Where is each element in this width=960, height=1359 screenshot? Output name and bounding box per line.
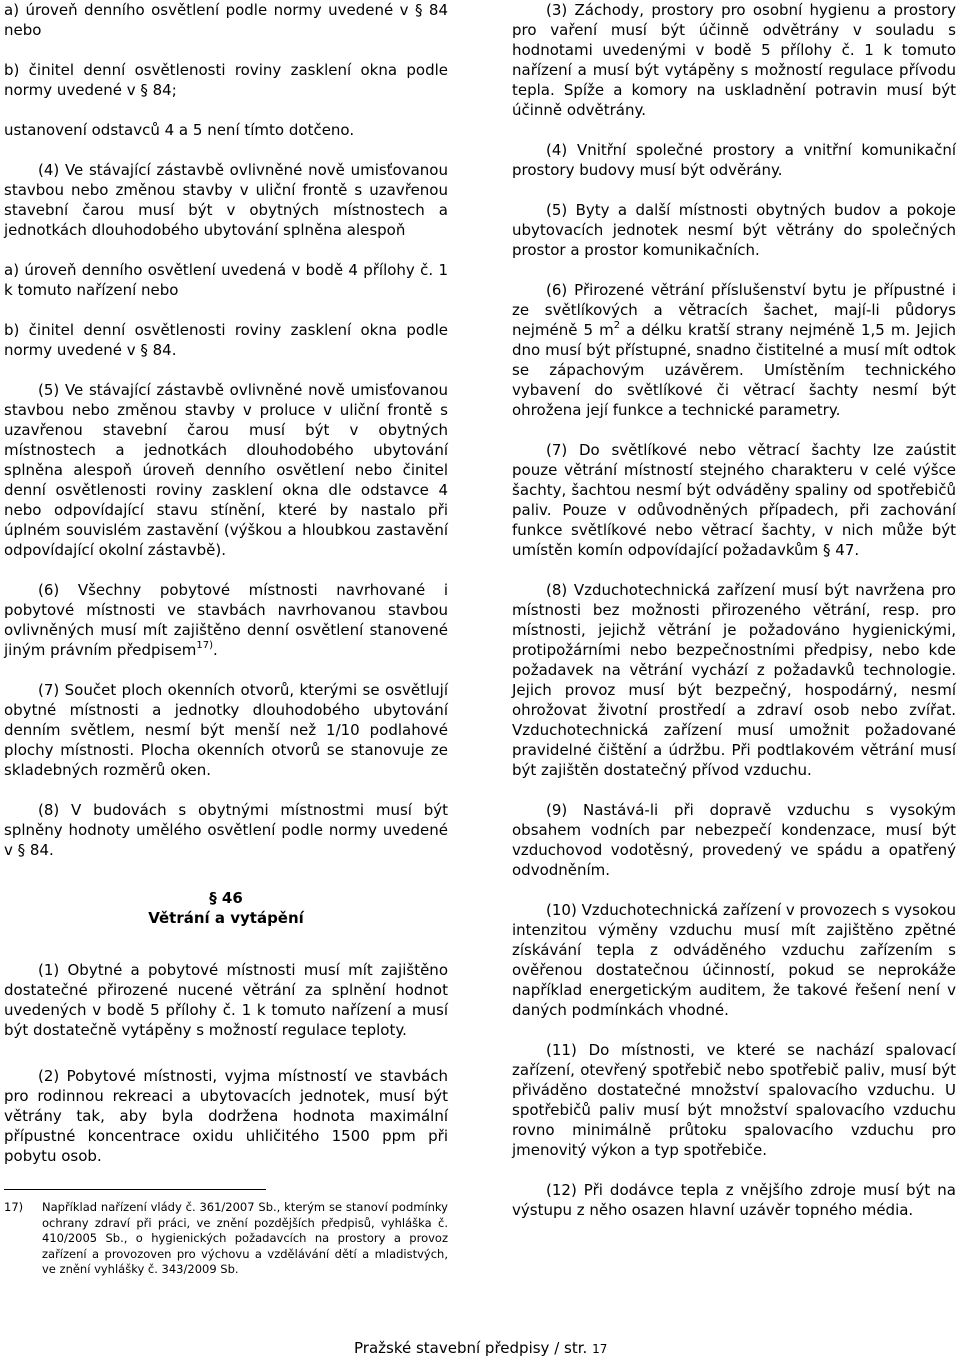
footnote [4, 1200, 448, 1278]
paragraph-text: (6) Všechny pobytové místnosti navrhované i pobytové místnosti ve stavbách navrhovanou stavbou ovlivněných musí mít zajištěno denní osvětlení stanovené jiným právním předpisem [4, 581, 448, 659]
paragraph: (4) Vnitřní společné prostory a vnitřní komunikační prostory budovy musí být odvěrány. [512, 141, 956, 179]
paragraph-text: (6) Přirozené větrání příslušenství bytu je přípustné i ze světlíkových a větracích šachet, mají-li půdorys nejméně 5 m [512, 281, 956, 339]
paragraph: (5) Ve stávající zástavbě ovlivněné nově umisťovanou stavbou nebo změnou stavby v proluce v uliční frontě s uzavřenou stavební čarou musí být v obytných místnostech a jednotkách dlouhodobého ubytování splněna alespoň úroveň denního osvětlení nebo činitel denní osvětlenosti roviny zasklení okna dle odstavce 4 nebo odpovídající stavu stínění, které by nastalo při úplném souvislém zastavění (výškou a hloubkou zastavění odpovídající okolní zástavbě). [4, 381, 448, 559]
paragraph: (7) Do světlíkové nebo větrací šachty lze zaústit pouze větrání místností stejného charakteru v celé výšce šachty, šachtou nesmí být odváděny spaliny od spotřebičů paliv. Pouze v odůvodněných případech, při zachování funkce světlíkové nebo větrací šachty, v nich může být umístěn komín odpovídající požadavkům § 47. [512, 441, 956, 559]
footnote-mark: 17) [4, 1200, 24, 1214]
paragraph: (11) Do místnosti, ve které se nachází spalovací zařízení, otevřený spotřebič nebo spotřebič paliv, musí být přiváděno dostatečné množství spalovacího vzduchu. U spotřebičů paliv musí být množství spalovacího vzduchu rovno minimálně průtoku spalovacího vzduchu pro jmenovitý výkon a typ spotřebiče. [512, 1041, 956, 1159]
page-number: 17 [592, 1342, 608, 1356]
footnote-separator [4, 1189, 266, 1190]
footnote-ref: 17) [196, 640, 214, 651]
paragraph [4, 580, 448, 660]
paragraph-text: a délku kratší strany nejméně 1,5 m. Jejich dno musí být přístupné, snadno čistitelné a musí mít odtok se zápachovým uzávěrem. Umístěním technického vybavení do světlíkové či větrací šachty nesmí být ohrožena její funkce a technické parametry. [512, 321, 956, 419]
section-title: Větrání a vytápění [148, 909, 304, 927]
paragraph: a) úroveň denního osvětlení podle normy uvedené v § 84 nebo [4, 1, 448, 39]
page-footer [354, 1339, 607, 1358]
paragraph: (8) Vzduchotechnická zařízení musí být navržena pro místnosti bez možnosti přirozeného větrání, resp. pro místnosti, jejichž větrání je požadováno hygienickými, protipožárními nebo bezpečnostními předpisy, nebo kde požadavek na větrání vychází z požadavků technologie. Jejich provoz musí být bezpečný, hospodárný, nesmí ohrožovat životní prostředí a zdraví osob nebo zvířat. Vzduchotechnická zařízení musí umožnit požadované pravidelné čištění a údržbu. Při podtlakovém větrání musí být zajištěn dostatečný přívod vzduchu. [512, 581, 956, 779]
paragraph: (9) Nastává-li při dopravě vzduchu s vysokým obsahem vodních par nebezpečí kondenzace, musí být vzduchovod vodotěsný, provedený ve spádu a opatřený odvodněním. [512, 801, 956, 879]
paragraph: ustanovení odstavců 4 a 5 není tímto dotčeno. [4, 121, 355, 139]
paragraph: a) úroveň denního osvětlení uvedená v bodě 4 přílohy č. 1 k tomuto nařízení nebo [4, 261, 448, 299]
left-column [4, 0, 448, 1166]
paragraph: (7) Součet ploch okenních otvorů, kterými se osvětlují obytné místnosti a jednotky dlouhodobého ubytování denním světlem, nesmí být menší než 1/10 podlahové plochy místnosti. Plocha okenních otvorů se stanovuje ze skladebných rozměrů oken. [4, 681, 448, 779]
paragraph: (10) Vzduchotechnická zařízení v provozech s vysokou intenzitou výměny vzduchu musí mít zajištěno zpětné získávání tepla z odváděného vzduchu zařízením s ověřenou dostatečnou účinností, pokud se neprokáže například energetickým auditem, že takové řešení není v daných podmínkách vhodné. [512, 901, 956, 1019]
paragraph [512, 280, 956, 420]
footnote-text: Například nařízení vlády č. 361/2007 Sb., kterým se stanoví podmínky ochrany zdraví při práci, ve znění pozdějších předpisů, vyhláška č. 410/2005 Sb., o hygienických požadavcích na prostory a provoz zařízení a provozoven pro výchovu a vzdělávání dětí a mladistvých, ve znění vyhlášky č. 343/2009 Sb. [42, 1200, 448, 1276]
right-column [512, 0, 956, 1220]
paragraph: (4) Ve stávající zástavbě ovlivněné nově umisťovanou stavbou nebo změnou stavby v uliční frontě s uzavřenou stavební čarou musí být v obytných místnostech a jednotkách dlouhodobého ubytování splněna alespoň [4, 161, 448, 239]
footer-text: Pražské stavební předpisy / str. [354, 1339, 588, 1357]
superscript: 2 [613, 320, 621, 331]
paragraph: b) činitel denní osvětlenosti roviny zasklení okna podle normy uvedené v § 84. [4, 321, 448, 359]
paragraph-end: . [213, 641, 218, 659]
paragraph: b) činitel denní osvětlenosti roviny zasklení okna podle normy uvedené v § 84; [4, 61, 448, 99]
paragraph: (1) Obytné a pobytové místnosti musí mít zajištěno dostatečné přirozené nucené větrání za splnění hodnot uvedených v bodě 5 přílohy č. 1 k tomuto nařízení a musí být dostatečně vytápěny s možností regulace teploty. [4, 961, 448, 1039]
paragraph: (8) V budovách s obytnými místnostmi musí být splněny hodnoty umělého osvětlení podle normy uvedené v § 84. [4, 801, 448, 859]
paragraph: (12) Při dodávce tepla z vnějšího zdroje musí být na výstupu z něho osazen hlavní uzávěr topného média. [512, 1181, 956, 1219]
paragraph: (3) Záchody, prostory pro osobní hygienu a prostory pro vaření musí být účinně odvětrány v souladu s hodnotami uvedenými v bodě 5 přílohy č. 1 k tomuto nařízení a musí být vytápěny s možností regulace přívodu tepla. Spíže a komory na uskladnění potravin musí být účinně odvětrány. [512, 1, 956, 119]
paragraph: (2) Pobytové místnosti, vyjma místností ve stavbách pro rodinnou rekreaci a ubytovacích jednotek, musí být větrány tak, aby byla dodržena hodnota maximální přípustné koncentrace oxidu uhličitého 1500 ppm při pobytu osob. [4, 1067, 448, 1165]
paragraph: (5) Byty a další místnosti obytných budov a pokoje ubytovacích jednotek nesmí být větrány do společných prostor a prostor komunikačních. [512, 201, 956, 259]
section-number: § 46 [209, 889, 243, 907]
